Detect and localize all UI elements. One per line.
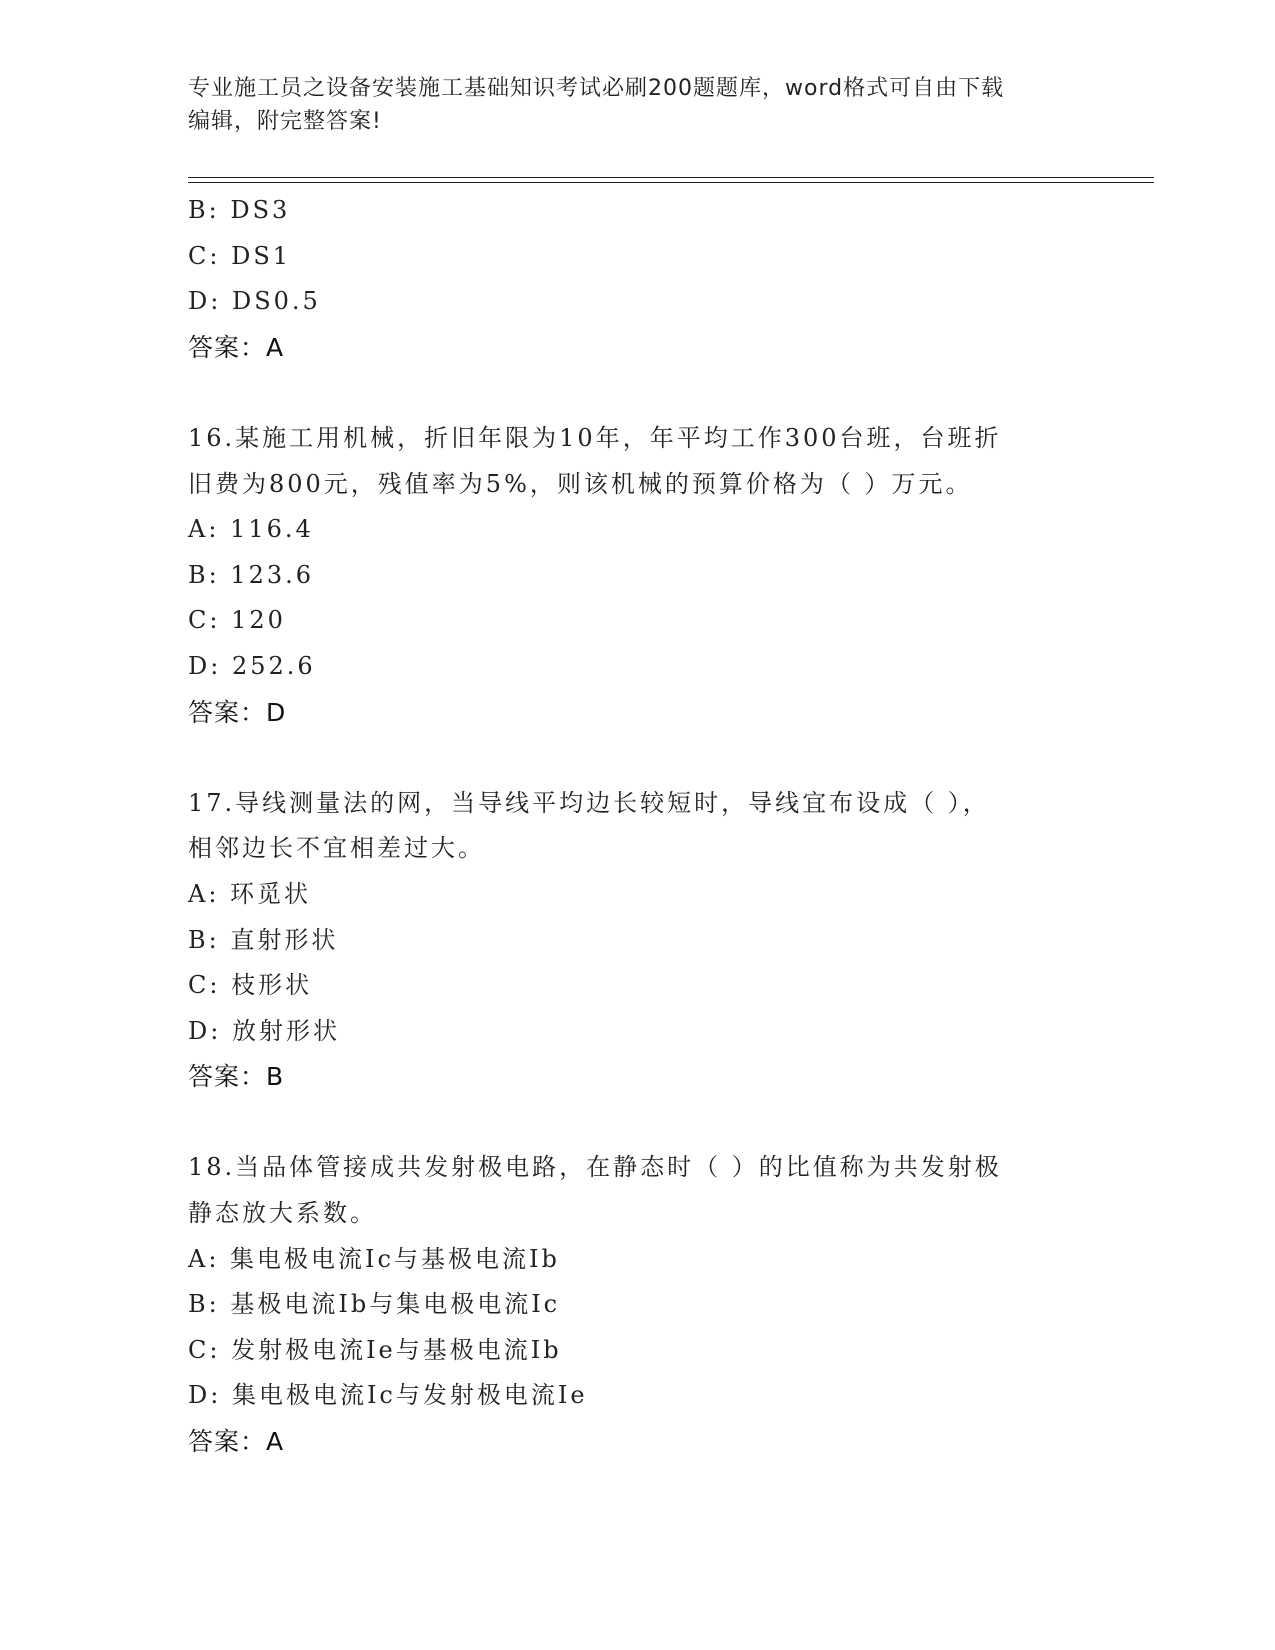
q15-option-b: B: DS3 [188, 196, 291, 224]
document-header [188, 72, 1088, 138]
q18-option-c: C: 发射极电流Ie与基极电流Ib [188, 1335, 562, 1364]
q16-option-c: C: 120 [188, 606, 286, 635]
header-title-line-2: 编辑，附完整答案! [188, 109, 382, 134]
q15-option-d: D: DS0.5 [188, 287, 321, 316]
q18-stem-line-2: 静态放大系数。 [188, 1199, 377, 1228]
q17-stem-line-1: 17.导线测量法的网，当导线平均边长较短时，导线宜布设成（ ）， [188, 788, 990, 817]
q16-option-a: A: 116.4 [188, 515, 314, 544]
question-16 [188, 416, 1088, 735]
header-title-line-1: 专业施工员之设备安装施工基础知识考试必刷200题题库，word格式可自由下载 [188, 76, 1005, 101]
q17-answer: 答案：B [188, 1062, 285, 1092]
q17-option-a: A: 环觅状 [188, 879, 312, 908]
header-divider-bottom [188, 182, 1154, 183]
q18-option-a: A: 集电极电流Ic与基极电流Ib [188, 1244, 560, 1273]
q16-option-b: B: 123.6 [188, 560, 315, 589]
spacer [188, 735, 1088, 781]
spacer [188, 370, 1088, 416]
q15-answer: 答案：A [188, 332, 285, 362]
q17-stem-line-2: 相邻边长不宜相差过大。 [188, 834, 485, 863]
q17-option-b: B: 直射形状 [188, 925, 339, 954]
q18-stem-line-1: 18.当品体管接成共发射极电路，在静态时（ ）的比值称为共发射极 [188, 1153, 1002, 1182]
q18-option-d: D: 集电极电流Ic与发射极电流Ie [188, 1381, 588, 1410]
question-18 [188, 1145, 1088, 1464]
question-17 [188, 781, 1088, 1100]
q16-answer: 答案：D [188, 697, 287, 727]
q16-option-d: D: 252.6 [188, 651, 316, 680]
q18-answer: 答案：A [188, 1427, 285, 1457]
q17-option-d: D: 放射形状 [188, 1016, 340, 1045]
question-list [188, 188, 1088, 1465]
q15-option-c: C: DS1 [188, 241, 292, 270]
question-15 [188, 188, 1088, 370]
q16-stem-line-2: 旧费为800元，残值率为5%，则该机械的预算价格为（ ）万元。 [188, 469, 973, 498]
q18-option-b: B: 基极电流Ib与集电极电流Ic [188, 1290, 561, 1319]
spacer [188, 1100, 1088, 1146]
header-divider-top [188, 177, 1154, 178]
q17-option-c: C: 枝形状 [188, 971, 313, 1000]
q16-stem-line-1: 16.某施工用机械，折旧年限为10年，年平均工作300台班，台班折 [188, 423, 1002, 452]
